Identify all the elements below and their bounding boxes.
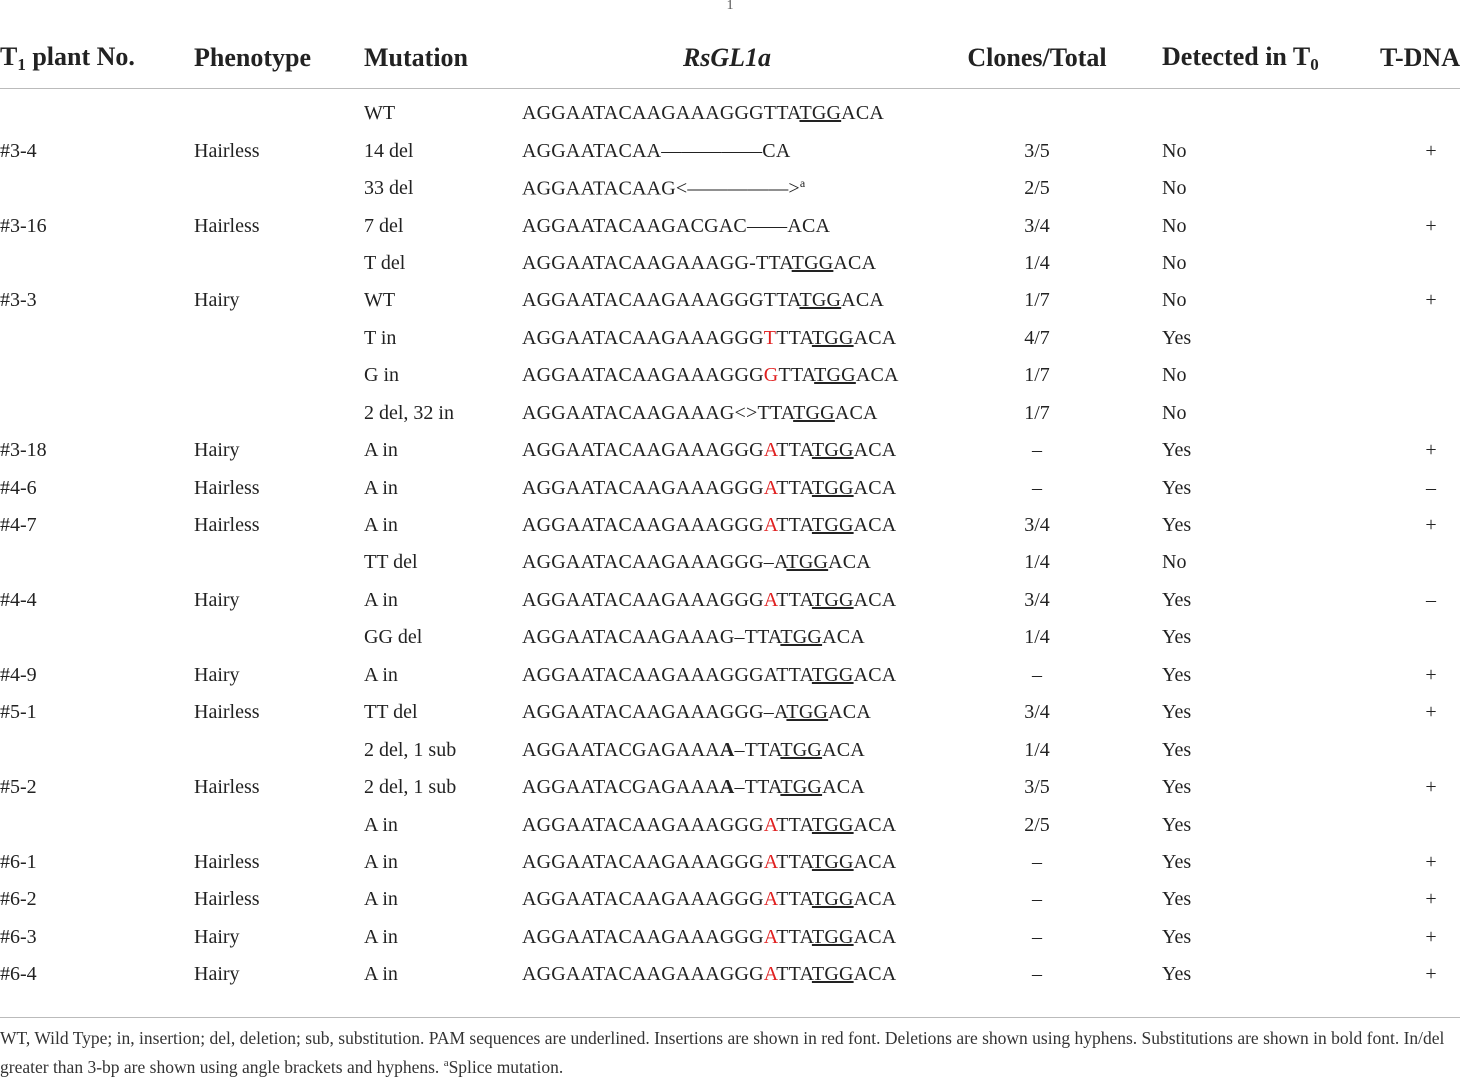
cell-mutation: TT del <box>364 701 418 724</box>
table-row <box>0 170 1460 207</box>
sequence-segment: –TTA <box>734 776 781 799</box>
cell-tdna <box>1342 170 1460 207</box>
cell-clones-total: 3/5 <box>1024 776 1050 799</box>
sequence-segment: TGG <box>811 588 854 611</box>
sequence-segment: AGGAATACAAGAAAGGGTTA <box>522 289 800 312</box>
sequence-segment: AGGAATACAAGAAAGGG <box>522 514 764 537</box>
sequence-segment: AGGAATACAAGAAAG<>TTA <box>522 401 794 424</box>
cell-plant-no: #3-4 <box>0 139 37 162</box>
cell-sequence <box>522 207 932 244</box>
table-row <box>0 919 1460 956</box>
cell-phenotype: Hairless <box>194 476 260 499</box>
cell-sequence <box>522 657 932 694</box>
cell-detected-t0: No <box>1162 551 1187 574</box>
cell-phenotype: Hairy <box>194 663 240 686</box>
sequence-segment: ACA <box>828 551 871 574</box>
cell-sequence <box>522 245 932 282</box>
cell-tdna: + <box>1425 850 1437 873</box>
sequence-segment: ACA <box>841 289 884 312</box>
cell-detected-t0: Yes <box>1162 888 1192 911</box>
sequence-segment: AGGAATACAAGAAAGGG <box>522 476 764 499</box>
sequence-segment: ACA <box>853 514 897 537</box>
sequence-segment: A <box>763 439 777 462</box>
cell-plant-no: #6-1 <box>0 850 37 873</box>
cell-plant-no: #4-4 <box>0 588 37 611</box>
sequence-segment: AGGAATACAAGAAAGG-TTA <box>522 251 792 274</box>
cell-detected-t0: No <box>1162 177 1187 200</box>
table-row <box>0 469 1460 506</box>
sequence-segment: TGG <box>811 439 854 462</box>
sequence-segment: TGG <box>811 476 854 499</box>
cell-plant-no: #4-7 <box>0 514 37 537</box>
sequence-segment: AGGAATACAAGAAAGGGTTA <box>522 102 800 125</box>
table-row <box>0 132 1460 169</box>
cell-sequence <box>522 806 932 843</box>
cell-mutation: 2 del, 1 sub <box>364 776 457 799</box>
cell-clones-total: 1/4 <box>1024 251 1050 274</box>
cell-mutation: WT <box>364 289 396 312</box>
cell-detected-t0: Yes <box>1162 850 1192 873</box>
cell-plant-no <box>0 731 194 768</box>
cell-tdna <box>1342 395 1460 432</box>
cell-clones-total: 3/4 <box>1024 214 1050 237</box>
sequence-segment: AGGAATACAAGAAAGGG <box>522 888 764 911</box>
cell-sequence <box>522 132 932 169</box>
cell-phenotype <box>194 89 364 133</box>
sequence-segment: ACA <box>833 251 877 274</box>
sequence-segment: AGGAATACAAGAAAGGG <box>522 439 764 462</box>
sequence-segment: ACA <box>822 626 865 649</box>
table-row <box>0 956 1460 993</box>
cell-phenotype <box>194 731 364 768</box>
sequence-segment: ACA <box>853 476 897 499</box>
cell-sequence <box>522 357 932 394</box>
sequence-segment: ACA <box>822 738 865 761</box>
table-row <box>0 507 1460 544</box>
table-row <box>0 694 1460 731</box>
cell-sequence <box>522 282 932 319</box>
sequence-segment: ACA <box>853 663 897 686</box>
sequence-segment: TTA <box>776 476 812 499</box>
cell-tdna: – <box>1426 476 1436 499</box>
sequence-segment: G <box>763 364 779 387</box>
sequence-segment: AGGAATACAAGAAAGGG <box>522 588 764 611</box>
sequence-segment: A <box>763 925 777 948</box>
sequence-segment: AGGAATACGAGAAA <box>522 776 720 799</box>
sequence-segment: A <box>763 476 777 499</box>
cell-detected-t0: Yes <box>1162 963 1192 986</box>
cell-clones-total: – <box>1032 439 1042 462</box>
header-row <box>0 28 1460 89</box>
cell-clones-total: 1/4 <box>1024 551 1050 574</box>
cell-tdna: + <box>1425 289 1437 312</box>
table-row <box>0 544 1460 581</box>
sequence-segment: TTA <box>776 813 812 836</box>
cell-mutation: A in <box>364 925 398 948</box>
cell-phenotype: Hairy <box>194 925 240 948</box>
cell-plant-no <box>0 170 194 207</box>
cell-detected-t0: Yes <box>1162 326 1192 349</box>
cell-clones-total: – <box>1032 888 1042 911</box>
cell-tdna: + <box>1425 701 1437 724</box>
cell-mutation: A in <box>364 588 398 611</box>
sequence-segment: TGG <box>780 738 823 761</box>
cell-mutation: A in <box>364 663 398 686</box>
table-row <box>0 619 1460 656</box>
sequence-segment: TGG <box>811 813 854 836</box>
cell-phenotype <box>194 245 364 282</box>
cell-sequence <box>522 619 932 656</box>
cell-clones-total: 1/7 <box>1024 364 1050 387</box>
table-row <box>0 395 1460 432</box>
header-gene: RsGL1a <box>522 28 932 89</box>
header-tdna: T-DNA <box>1342 28 1460 89</box>
sequence-segment: ACA <box>853 588 897 611</box>
cell-clones-total <box>932 89 1142 133</box>
cell-mutation: G in <box>364 364 399 387</box>
cell-phenotype <box>194 357 364 394</box>
sequence-segment: A <box>763 813 777 836</box>
sequence-segment: TTA <box>776 925 812 948</box>
cell-plant-no: #3-18 <box>0 439 47 462</box>
cell-plant-no: #6-2 <box>0 888 37 911</box>
sequence-segment: T <box>763 326 777 349</box>
sequence-segment: A <box>763 588 777 611</box>
sequence-segment: ACA <box>855 364 899 387</box>
sequence-segment: TGG <box>814 364 856 387</box>
cell-clones-total: 3/4 <box>1024 514 1050 537</box>
cell-detected-t0: Yes <box>1162 776 1192 799</box>
sequence-segment: TTA <box>776 888 812 911</box>
sequence-segment: AGGAATACAAGAAAGGG <box>522 813 764 836</box>
sequence-segment: TTA <box>776 963 812 986</box>
cell-clones-total: – <box>1032 963 1042 986</box>
header-clones-total: Clones/Total <box>932 28 1142 89</box>
cell-mutation: 2 del, 1 sub <box>364 738 457 761</box>
cell-clones-total: 3/4 <box>1024 588 1050 611</box>
cell-mutation: A in <box>364 439 398 462</box>
mutation-table <box>0 28 1460 994</box>
cell-detected-t0: Yes <box>1162 701 1192 724</box>
cell-tdna <box>1342 357 1460 394</box>
sequence-segment: ACA <box>841 102 884 125</box>
cell-tdna: – <box>1426 588 1436 611</box>
cell-mutation: A in <box>364 888 398 911</box>
sequence-segment: TGG <box>793 401 835 424</box>
sequence-segment: TGG <box>811 663 854 686</box>
cell-clones-total: 2/5 <box>1024 177 1050 200</box>
cell-mutation: A in <box>364 514 398 537</box>
cell-detected-t0: No <box>1162 364 1187 387</box>
cell-detected-t0: No <box>1162 139 1187 162</box>
cell-sequence <box>522 89 932 133</box>
cell-tdna: + <box>1425 963 1437 986</box>
sequence-segment: TTA <box>776 850 812 873</box>
cell-mutation: A in <box>364 963 398 986</box>
sequence-segment: AGGAATACAAGAAAGGG <box>522 850 764 873</box>
table-row <box>0 806 1460 843</box>
table-row <box>0 207 1460 244</box>
cell-sequence <box>522 769 932 806</box>
cell-tdna <box>1342 731 1460 768</box>
cell-phenotype <box>194 806 364 843</box>
cell-plant-no <box>0 619 194 656</box>
table-row <box>0 582 1460 619</box>
sequence-segment: A <box>719 738 735 761</box>
cell-clones-total: 2/5 <box>1024 813 1050 836</box>
sequence-segment: A <box>763 514 777 537</box>
sequence-segment: A <box>763 850 777 873</box>
cell-phenotype: Hairy <box>194 289 240 312</box>
cell-mutation: 33 del <box>364 177 414 200</box>
cell-detected-t0: No <box>1162 214 1187 237</box>
cell-plant-no <box>0 320 194 357</box>
table-row <box>0 844 1460 881</box>
table-body <box>0 89 1460 994</box>
cell-sequence <box>522 844 932 881</box>
cell-clones-total: 3/5 <box>1024 139 1050 162</box>
cell-detected-t0: Yes <box>1162 663 1192 686</box>
cell-sequence <box>522 395 932 432</box>
sequence-segment: TTA <box>776 326 812 349</box>
cell-mutation: GG del <box>364 626 423 649</box>
cell-phenotype <box>194 544 364 581</box>
sequence-segment: ACA <box>853 888 897 911</box>
cell-sequence <box>522 544 932 581</box>
cell-detected-t0 <box>1142 89 1342 133</box>
sequence-segment: ACA <box>853 963 897 986</box>
cell-detected-t0: No <box>1162 251 1187 274</box>
cell-detected-t0: Yes <box>1162 738 1192 761</box>
sequence-segment: ACA <box>853 925 897 948</box>
table-row <box>0 282 1460 319</box>
cell-phenotype: Hairless <box>194 776 260 799</box>
cell-phenotype <box>194 320 364 357</box>
table-row <box>0 245 1460 282</box>
cell-mutation: T in <box>364 326 397 349</box>
cell-mutation: A in <box>364 813 398 836</box>
cell-plant-no: #3-16 <box>0 214 47 237</box>
sequence-segment: A <box>763 963 777 986</box>
cell-sequence <box>522 881 932 918</box>
header-detected-t0: Detected in $T_0$ <box>1142 28 1342 89</box>
sequence-segment: TGG <box>811 925 854 948</box>
sequence-segment: TGG <box>780 626 823 649</box>
cell-clones-total: 1/4 <box>1024 626 1050 649</box>
table-row <box>0 432 1460 469</box>
cell-clones-total: – <box>1032 925 1042 948</box>
cell-phenotype: Hairy <box>194 963 240 986</box>
sequence-segment: TGG <box>811 514 854 537</box>
sequence-segment: AGGAATACAA—————CA <box>522 139 791 162</box>
footer-rule <box>0 1017 1460 1018</box>
cell-detected-t0: Yes <box>1162 588 1192 611</box>
cell-tdna <box>1342 320 1460 357</box>
cell-tdna: + <box>1425 514 1437 537</box>
sequence-segment: TTA <box>776 588 812 611</box>
header-phenotype: Phenotype <box>194 28 364 89</box>
sequence-segment: ACA <box>828 701 871 724</box>
sequence-segment: TGG <box>799 289 842 312</box>
cell-plant-no <box>0 245 194 282</box>
cell-plant-no: #5-2 <box>0 776 37 799</box>
cell-phenotype: Hairless <box>194 214 260 237</box>
cell-plant-no <box>0 806 194 843</box>
sequence-segment: AGGAATACAAGAAAGGG–A <box>522 551 787 574</box>
sequence-segment: A <box>763 888 777 911</box>
sequence-segment: ACA <box>822 776 865 799</box>
cell-sequence <box>522 731 932 768</box>
cell-mutation: TT del <box>364 551 418 574</box>
cell-clones-total: 1/4 <box>1024 738 1050 761</box>
sequence-segment: TGG <box>811 888 854 911</box>
table-row <box>0 89 1460 133</box>
cell-sequence <box>522 170 932 207</box>
cell-tdna <box>1342 245 1460 282</box>
cell-clones-total: – <box>1032 850 1042 873</box>
cell-phenotype: Hairy <box>194 439 240 462</box>
cell-detected-t0: No <box>1162 289 1187 312</box>
cell-mutation: 2 del, 32 in <box>364 401 454 424</box>
cell-phenotype: Hairless <box>194 139 260 162</box>
sequence-segment: TTA <box>778 364 815 387</box>
cell-tdna <box>1342 619 1460 656</box>
sequence-segment: TGG <box>786 701 829 724</box>
cell-tdna: + <box>1425 888 1437 911</box>
sequence-segment: AGGAATACAAGAAAG–TTA <box>522 626 781 649</box>
sequence-segment: ACA <box>853 439 897 462</box>
table-row <box>0 357 1460 394</box>
cell-tdna: + <box>1425 439 1437 462</box>
sequence-segment: ACA <box>853 326 897 349</box>
cell-phenotype: Hairless <box>194 850 260 873</box>
cell-clones-total: 1/7 <box>1024 401 1050 424</box>
sequence-segment: –TTA <box>734 738 781 761</box>
cell-detected-t0: Yes <box>1162 439 1192 462</box>
cell-sequence <box>522 956 932 993</box>
sequence-segment: a <box>799 176 806 191</box>
sequence-segment: TGG <box>811 326 854 349</box>
cell-sequence <box>522 507 932 544</box>
cell-mutation: T del <box>364 251 406 274</box>
header-plant-no: $T_1$ plant No. <box>0 28 194 89</box>
cell-phenotype <box>194 170 364 207</box>
cell-plant-no: #6-4 <box>0 963 37 986</box>
cell-plant-no: #4-6 <box>0 476 37 499</box>
cell-phenotype: Hairless <box>194 514 260 537</box>
cell-detected-t0: Yes <box>1162 476 1192 499</box>
table-footnote: WT, Wild Type; in, insertion; del, deletion; sub, substitution. PAM sequences are underlined. Insertions are shown in red font. Deletions are shown using hyphens. Substitutions are shown in bold font. In/del greater than 3-bp are shown using angle brackets and hyphens. $^a$Splice mutation. <box>0 1028 1445 1077</box>
cell-plant-no: #3-3 <box>0 289 37 312</box>
cell-plant-no: #4-9 <box>0 663 37 686</box>
sequence-segment: TGG <box>811 850 854 873</box>
cell-detected-t0: Yes <box>1162 626 1192 649</box>
table-row <box>0 769 1460 806</box>
cell-mutation: 7 del <box>364 214 404 237</box>
sequence-segment: A <box>719 776 735 799</box>
cell-plant-no <box>0 544 194 581</box>
cell-detected-t0: No <box>1162 401 1187 424</box>
table-row <box>0 320 1460 357</box>
table-row <box>0 657 1460 694</box>
cell-mutation: A in <box>364 850 398 873</box>
cell-plant-no: #5-1 <box>0 701 37 724</box>
sequence-segment: TTA <box>776 514 812 537</box>
cell-phenotype: Hairless <box>194 888 260 911</box>
cell-clones-total: – <box>1032 476 1042 499</box>
sequence-segment: TGG <box>791 251 834 274</box>
sequence-segment: ACA <box>853 850 897 873</box>
table-row <box>0 881 1460 918</box>
cell-mutation: WT <box>364 102 396 125</box>
sequence-segment: TGG <box>811 963 854 986</box>
cell-tdna: + <box>1425 776 1437 799</box>
sequence-segment: ACA <box>834 401 878 424</box>
sequence-segment: TGG <box>780 776 823 799</box>
cell-sequence <box>522 582 932 619</box>
cell-mutation: 14 del <box>364 139 414 162</box>
cell-sequence <box>522 469 932 506</box>
cell-sequence <box>522 694 932 731</box>
sequence-segment: AGGAATACGAGAAA <box>522 738 720 761</box>
cell-tdna: + <box>1425 139 1437 162</box>
cell-sequence <box>522 919 932 956</box>
cell-clones-total: 3/4 <box>1024 701 1050 724</box>
cell-tdna: + <box>1425 214 1437 237</box>
cell-plant-no: #6-3 <box>0 925 37 948</box>
sequence-segment: AGGAATACAAGAAAGGG–A <box>522 701 787 724</box>
sequence-segment: AGGAATACAAGACGAC——ACA <box>522 214 831 237</box>
cell-tdna: + <box>1425 663 1437 686</box>
cell-sequence <box>522 320 932 357</box>
cell-phenotype <box>194 619 364 656</box>
cell-detected-t0: Yes <box>1162 813 1192 836</box>
cell-plant-no <box>0 89 194 133</box>
cell-sequence <box>522 432 932 469</box>
cell-tdna <box>1342 89 1460 133</box>
cell-phenotype <box>194 395 364 432</box>
sequence-segment: AGGAATACAAGAAAGGG <box>522 925 764 948</box>
cell-tdna <box>1342 544 1460 581</box>
cell-plant-no <box>0 357 194 394</box>
sequence-segment: AGGAATACAAGAAAGGG <box>522 963 764 986</box>
cell-tdna <box>1342 806 1460 843</box>
cell-clones-total: 1/7 <box>1024 289 1050 312</box>
cell-detected-t0: Yes <box>1162 514 1192 537</box>
cell-clones-total: – <box>1032 663 1042 686</box>
header-mutation: Mutation <box>364 28 522 89</box>
cell-clones-total: 4/7 <box>1024 326 1050 349</box>
sequence-segment: AGGAATACAAGAAAGGG <box>522 326 764 349</box>
sequence-segment: TTA <box>776 439 812 462</box>
sequence-segment: TGG <box>786 551 829 574</box>
sequence-segment: ACA <box>853 813 897 836</box>
cell-plant-no <box>0 395 194 432</box>
cell-phenotype: Hairy <box>194 588 240 611</box>
cell-phenotype: Hairless <box>194 701 260 724</box>
sequence-segment: TGG <box>799 102 842 125</box>
cell-mutation: A in <box>364 476 398 499</box>
page-number: 1 <box>726 0 734 13</box>
sequence-segment: AGGAATACAAGAAAGGGATTA <box>522 663 812 686</box>
sequence-segment: AGGAATACAAGAAAGGG <box>522 364 764 387</box>
cell-tdna: + <box>1425 925 1437 948</box>
cell-detected-t0: Yes <box>1162 925 1192 948</box>
sequence-segment: AGGAATACAAG<—————> <box>522 177 800 200</box>
table-row <box>0 731 1460 768</box>
